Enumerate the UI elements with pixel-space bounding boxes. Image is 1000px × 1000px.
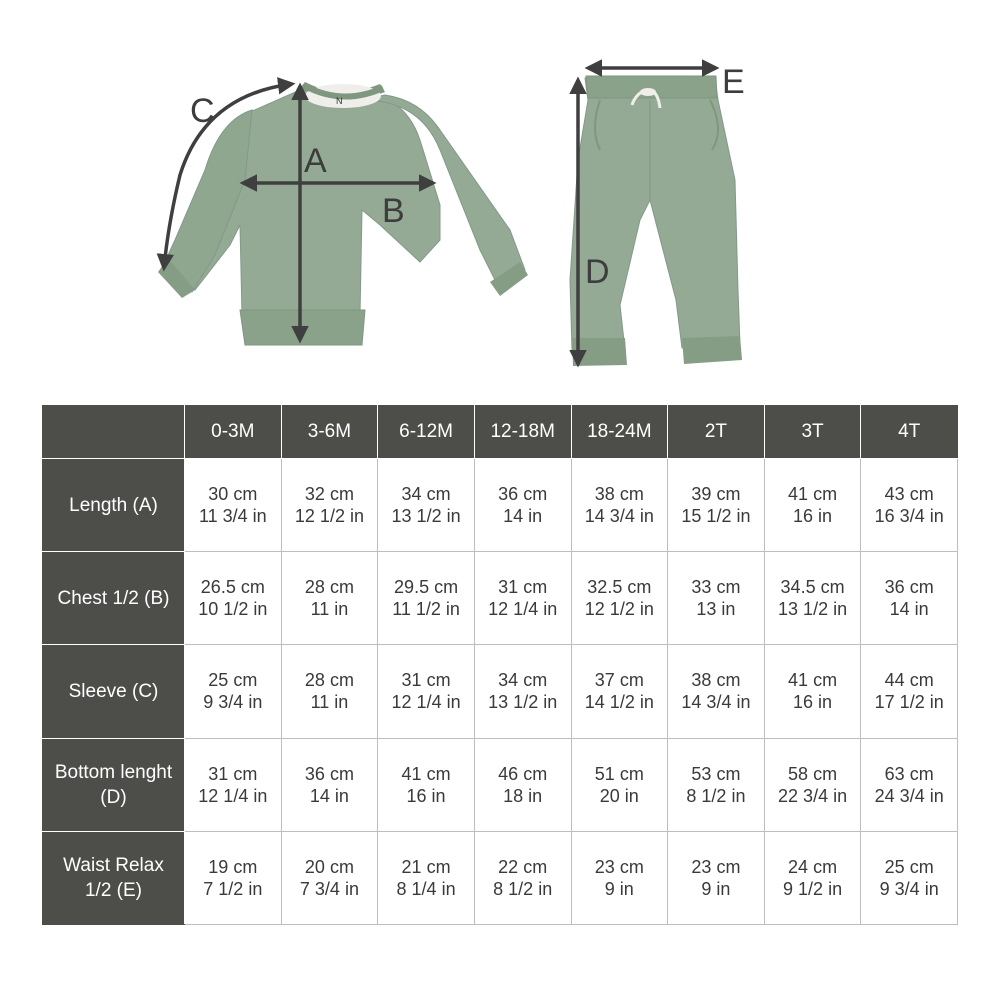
measurement-cell [185,552,282,645]
measurement-cell [668,831,765,924]
value-in: 11 3/4 in [198,506,267,527]
value-in: 22 3/4 in [778,785,848,806]
label-d: D [585,253,610,291]
measurement-cell [185,738,282,831]
label-a: A [304,142,327,180]
value-in: 7 1/2 in [203,878,263,899]
value-in: 14 1/2 in [584,692,654,713]
value-cm: 32.5 cm [587,577,652,598]
value-cm: 32 cm [304,484,354,505]
value-cm: 58 cm [788,763,838,784]
measurement-cell [571,552,668,645]
measurement-cell [571,738,668,831]
value-in: 12 1/2 in [584,599,654,620]
table-row [43,552,958,645]
row-label: Length (A) [43,459,185,552]
value-cm: 63 cm [884,763,934,784]
value-in: 12 1/2 in [294,506,364,527]
value-cm: 38 cm [594,484,644,505]
size-header: 0-3M [185,406,282,459]
measurement-cell [474,738,571,831]
value-in: 8 1/4 in [396,878,456,899]
value-in: 13 in [696,599,736,620]
measurement-cell [861,459,958,552]
size-header: 4T [861,406,958,459]
value-in: 8 1/2 in [686,785,746,806]
value-in: 16 in [793,692,833,713]
value-in: 18 in [503,785,543,806]
value-in: 17 1/2 in [874,692,944,713]
measurement-cell [378,459,475,552]
value-cm: 25 cm [208,670,258,691]
value-cm: 38 cm [691,670,741,691]
value-cm: 43 cm [884,484,934,505]
size-header: 3-6M [281,406,378,459]
value-cm: 26.5 cm [200,577,265,598]
value-cm: 34.5 cm [780,577,845,598]
value-in: 16 3/4 in [874,506,944,527]
value-in: 11 in [310,692,349,713]
value-cm: 37 cm [594,670,644,691]
value-cm: 36 cm [498,484,548,505]
value-in: 10 1/2 in [198,599,268,620]
measurement-cell [861,738,958,831]
value-cm: 53 cm [691,763,741,784]
measurement-cell [185,459,282,552]
measurement-cell [474,831,571,924]
value-in: 16 in [406,785,446,806]
measurement-cell [281,645,378,738]
value-cm: 33 cm [691,577,741,598]
size-header: 18-24M [571,406,668,459]
measurement-cell [571,459,668,552]
value-in: 12 1/4 in [198,785,268,806]
value-in: 12 1/4 in [488,599,558,620]
measurement-cell [474,645,571,738]
value-in: 9 3/4 in [879,878,939,899]
value-cm: 23 cm [594,856,644,877]
value-cm: 34 cm [498,670,548,691]
value-cm: 19 cm [208,856,258,877]
measurement-cell [185,645,282,738]
value-cm: 21 cm [401,856,451,877]
value-cm: 22 cm [498,856,548,877]
value-in: 11 1/2 in [392,599,460,620]
label-b: B [382,192,405,230]
row-label: Bottom lenght (D) [43,738,185,831]
value-cm: 23 cm [691,856,741,877]
measurement-cell [281,831,378,924]
value-in: 8 1/2 in [493,878,553,899]
value-cm: 44 cm [884,670,934,691]
brand-logo: N [336,96,343,106]
measurement-cell [668,645,765,738]
measurement-cell [861,552,958,645]
value-in: 13 1/2 in [391,506,461,527]
size-header: 12-18M [474,406,571,459]
measurement-cell [764,459,861,552]
measurement-cell [378,738,475,831]
measurement-cell [474,552,571,645]
measurement-cell [861,645,958,738]
value-in: 14 in [503,506,543,527]
value-cm: 20 cm [304,856,354,877]
table-row [43,738,958,831]
value-in: 9 3/4 in [203,692,263,713]
value-in: 14 in [309,785,349,806]
measurement-cell [378,552,475,645]
size-header: 3T [764,406,861,459]
measurement-cell [474,459,571,552]
value-cm: 24 cm [788,856,838,877]
value-in: 9 in [701,878,731,899]
value-in: 13 1/2 in [488,692,558,713]
measurement-cell [764,738,861,831]
measurement-cell [764,645,861,738]
pants-image [570,76,742,366]
value-cm: 34 cm [401,484,451,505]
value-cm: 36 cm [884,577,934,598]
value-in: 24 3/4 in [874,785,944,806]
size-header: 6-12M [378,406,475,459]
value-cm: 31 cm [208,763,258,784]
size-header-row [43,406,958,459]
measurement-cell [281,552,378,645]
measurement-cell [571,645,668,738]
row-label: Sleeve (C) [43,645,185,738]
value-in: 12 1/4 in [391,692,461,713]
measurement-cell [571,831,668,924]
value-cm: 41 cm [788,484,838,505]
value-in: 20 in [599,785,639,806]
value-cm: 28 cm [304,577,354,598]
value-in: 9 1/2 in [783,878,843,899]
measurement-cell [281,738,378,831]
measurement-cell [378,645,475,738]
value-cm: 29.5 cm [394,577,459,598]
measurement-cell [861,831,958,924]
measurement-cell [281,459,378,552]
garment-illustration [0,0,1000,400]
value-in: 14 3/4 in [681,692,751,713]
table-row [43,831,958,924]
row-label: Waist Relax 1/2 (E) [43,831,185,924]
value-in: 14 in [889,599,929,620]
measurement-cell [378,831,475,924]
measurement-cell [764,552,861,645]
measurement-cell [668,738,765,831]
measurement-cell [668,459,765,552]
measurement-cell [764,831,861,924]
value-cm: 31 cm [498,577,548,598]
value-cm: 36 cm [304,763,354,784]
table-row [43,459,958,552]
value-cm: 30 cm [208,484,258,505]
corner-cell [43,406,185,459]
value-in: 9 in [604,878,634,899]
value-cm: 39 cm [691,484,741,505]
value-cm: 31 cm [401,670,451,691]
value-in: 7 3/4 in [299,878,359,899]
value-in: 13 1/2 in [778,599,848,620]
value-cm: 41 cm [401,763,451,784]
row-label: Chest 1/2 (B) [43,552,185,645]
value-cm: 41 cm [788,670,838,691]
value-in: 11 in [310,599,349,620]
value-in: 16 in [793,506,833,527]
value-cm: 51 cm [594,763,644,784]
value-cm: 28 cm [304,670,354,691]
measurement-cell [185,831,282,924]
label-c: C [190,92,215,130]
label-e: E [722,63,745,101]
value-in: 15 1/2 in [681,506,751,527]
table-row [43,645,958,738]
size-chart-table [42,405,958,925]
measurement-cell [668,552,765,645]
value-cm: 46 cm [498,763,548,784]
size-header: 2T [668,406,765,459]
value-in: 14 3/4 in [584,506,654,527]
value-cm: 25 cm [884,856,934,877]
